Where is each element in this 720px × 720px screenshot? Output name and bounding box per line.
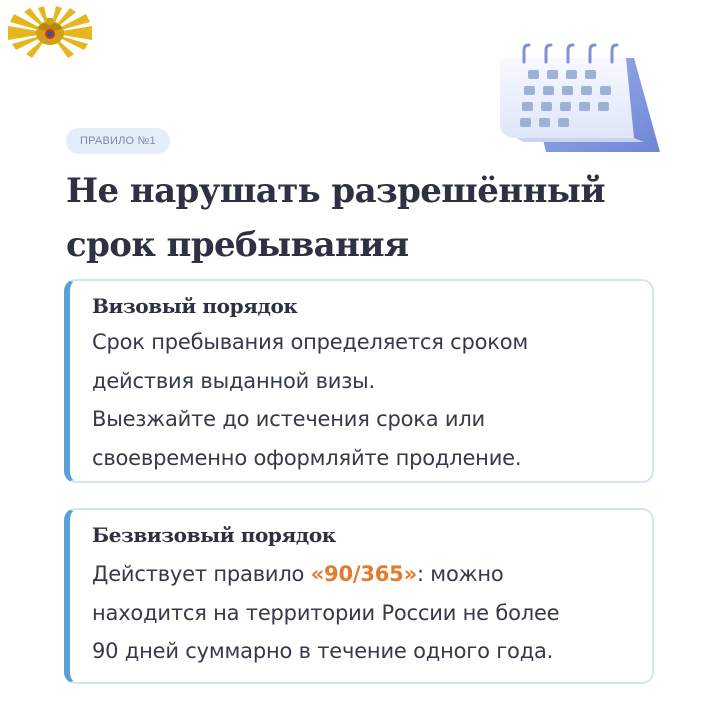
card-text-line: Срок пребывания определяется сроком [92, 330, 529, 354]
rule-badge: ПРАВИЛО №1 [66, 128, 170, 154]
page-title [66, 164, 686, 272]
card-heading: Визовый порядок [92, 294, 298, 318]
card-text-line: 90 дней суммарно в течение одного года. [92, 639, 554, 663]
visa-free-regime-card [64, 508, 654, 684]
calendar-icon [494, 42, 662, 160]
title-line-1: Не нарушать разрешённый [66, 171, 605, 211]
card-heading: Безвизовый порядок [92, 523, 336, 547]
card-text-line [92, 555, 632, 594]
card-text-line: своевременно оформляйте продление. [92, 445, 522, 470]
title-line-2: срок пребывания [66, 225, 409, 265]
card-text-line: находится на территории России не более [92, 600, 560, 625]
text-segment: Действует правило [92, 562, 311, 586]
emblem-icon [8, 6, 92, 60]
text-segment: : можно [416, 562, 504, 586]
card-text-line: действия выданной визы. [92, 368, 376, 393]
card-text-line: Выезжайте до истечения срока или [92, 407, 486, 431]
rule-90-365-highlight: «90/365» [310, 562, 417, 586]
visa-regime-card [64, 279, 654, 483]
